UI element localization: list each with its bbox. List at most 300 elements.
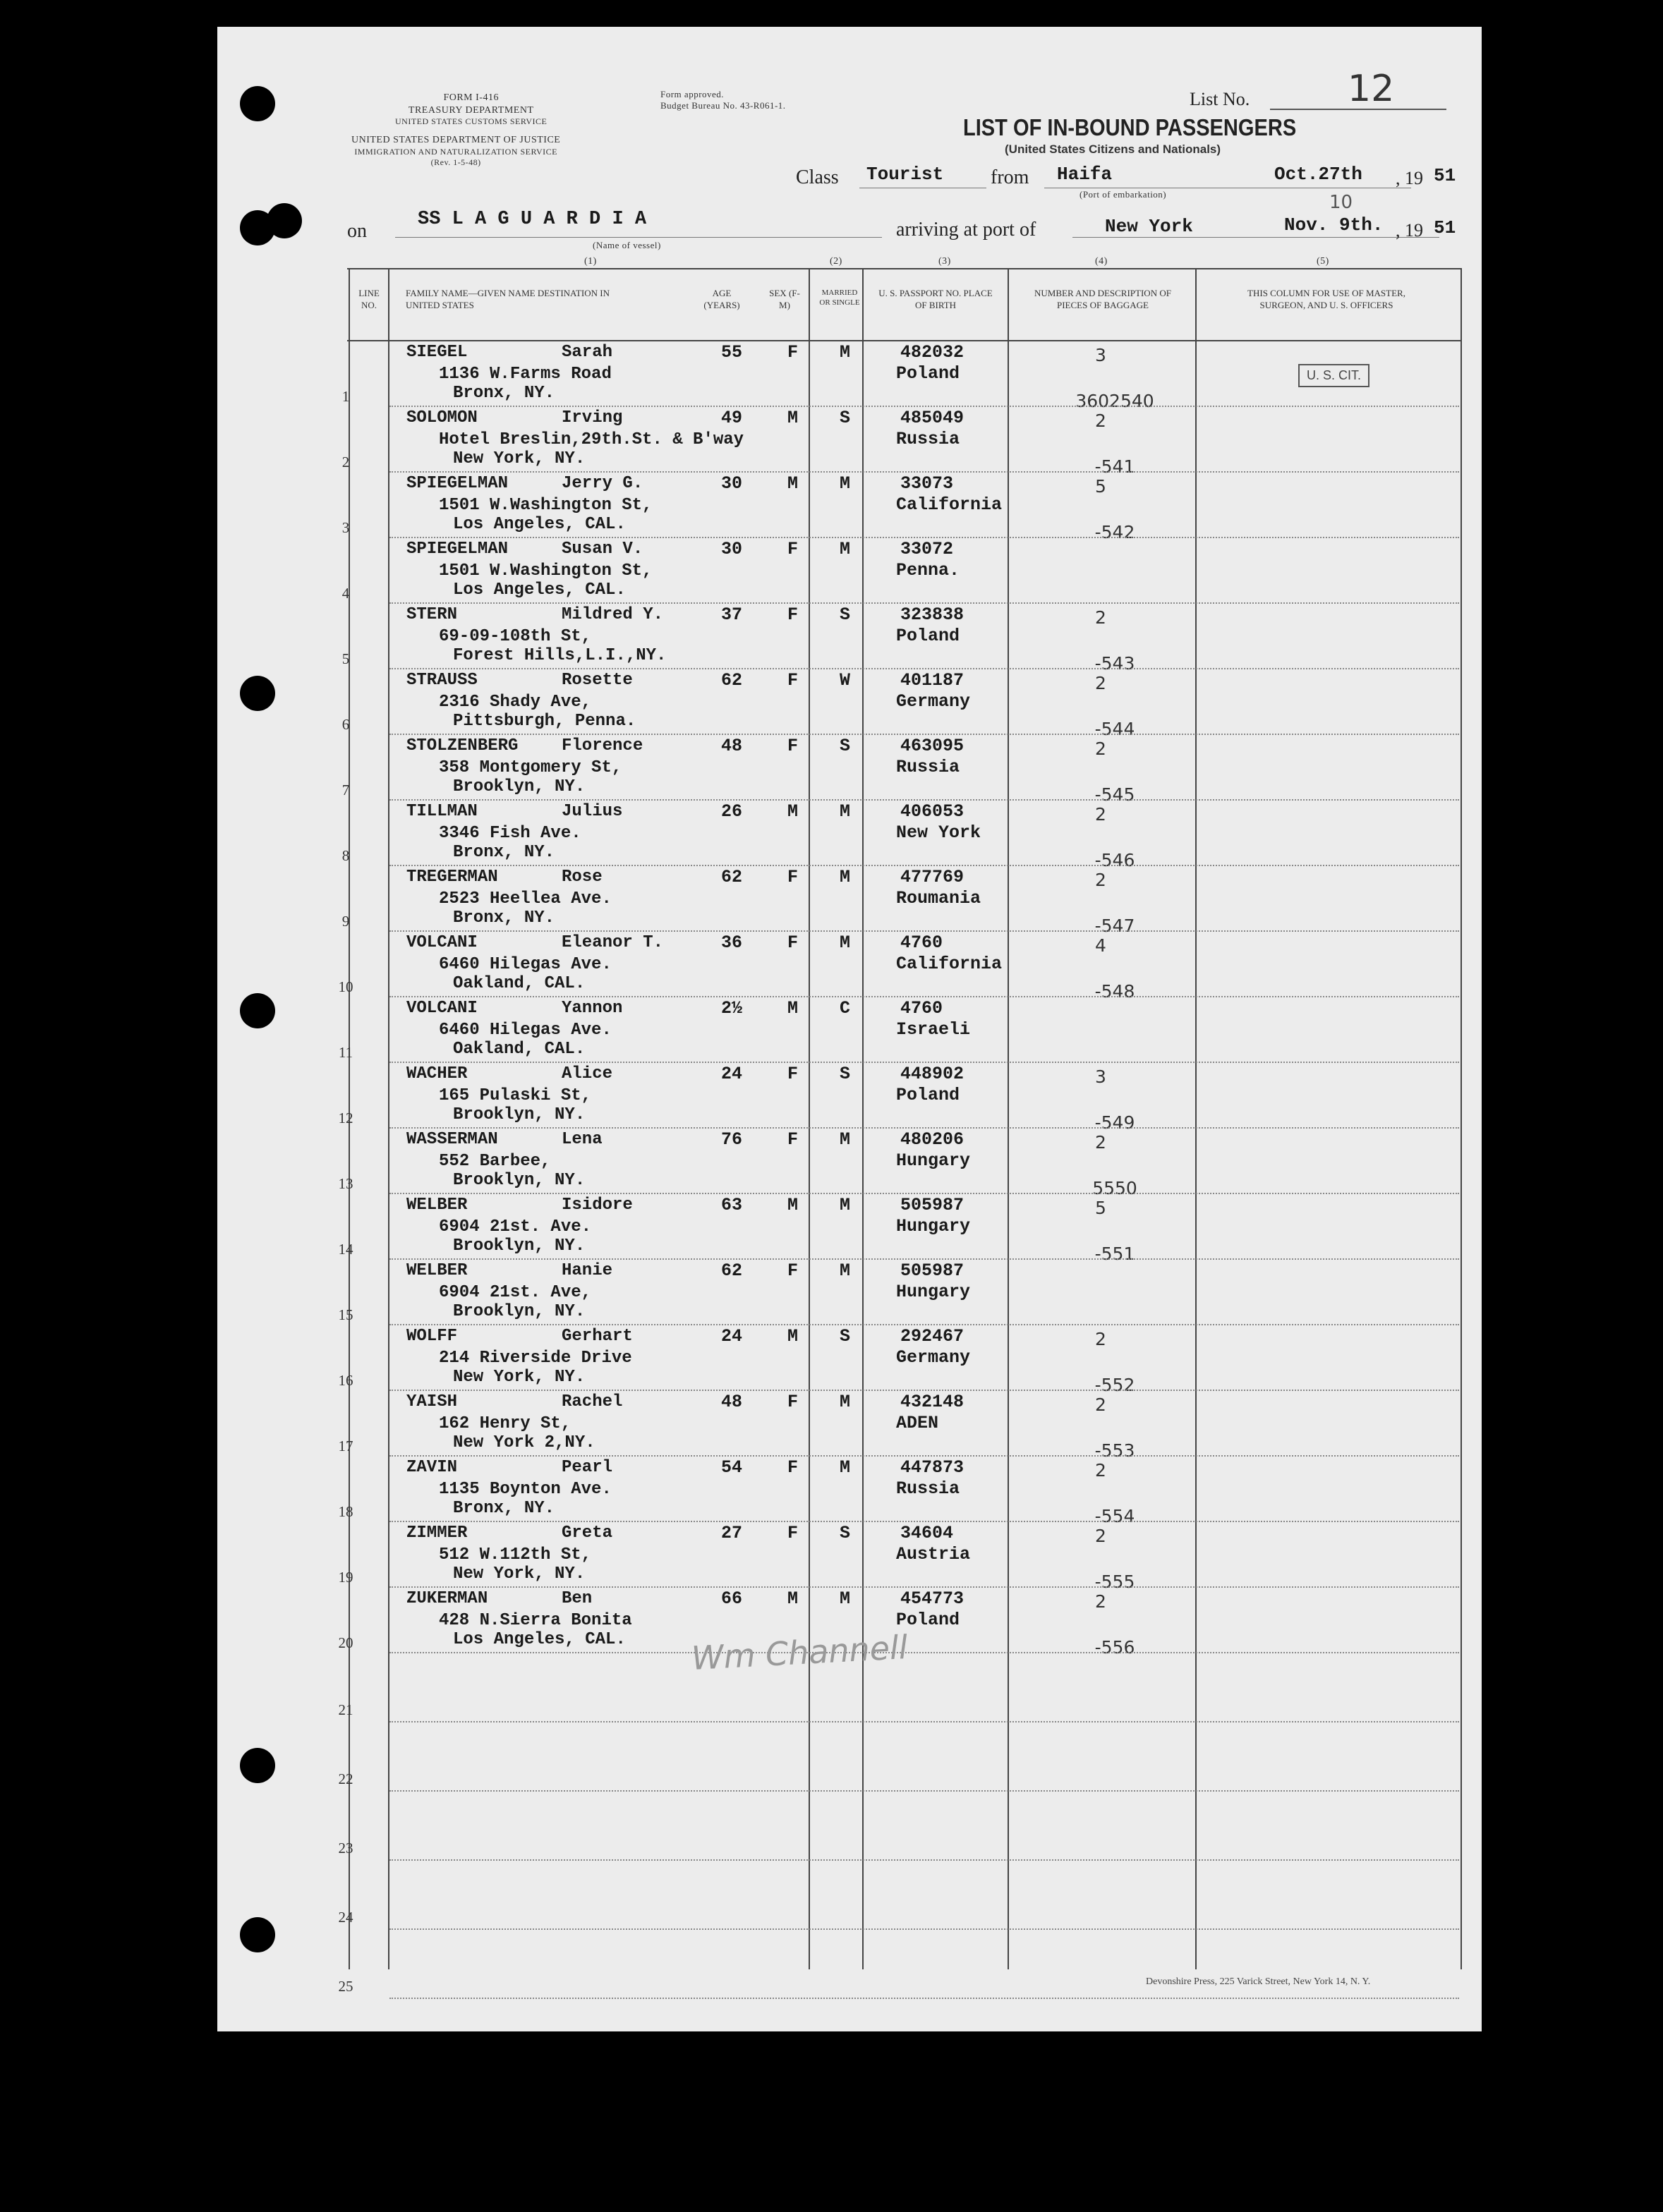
place-of-birth: ADEN (896, 1413, 939, 1433)
list-no-label: List No. (1190, 89, 1250, 109)
baggage-count: 2 (1095, 870, 1106, 890)
address-line-2: Bronx, NY. (453, 909, 555, 928)
signature: Wm Channell (690, 1628, 909, 1677)
col-header-passport: U. S. PASSPORT NO. PLACE OF BIRTH (878, 288, 993, 310)
line-number: 24 (338, 1909, 353, 1926)
line-number: 14 (338, 1241, 353, 1258)
arrival-underline (1072, 237, 1439, 238)
line-number: 9 (341, 913, 350, 930)
line-number: 15 (338, 1306, 353, 1323)
justice-block (351, 134, 560, 168)
sex: F (787, 670, 799, 691)
depart-date: Oct.27th (1274, 164, 1362, 185)
address-line-2: New York, NY. (453, 1368, 586, 1387)
marital-status: M (840, 473, 851, 494)
age: 63 (721, 1195, 743, 1215)
arrival-year-prefix: , 19 (1396, 220, 1423, 241)
age: 54 (721, 1457, 743, 1478)
baggage-count: 3 (1095, 345, 1106, 365)
marital-status: S (840, 1064, 851, 1084)
address-line-2: Bronx, NY. (453, 384, 555, 403)
baggage-count: 2 (1095, 1132, 1106, 1153)
surname: STERN (406, 605, 458, 624)
baggage-count: 2 (1095, 673, 1106, 693)
passport-number: 482032 (900, 342, 964, 363)
surname: WASSERMAN (406, 1130, 498, 1149)
surname: VOLCANI (406, 933, 478, 952)
baggage-count: 3 (1095, 1066, 1106, 1087)
line-number: 22 (338, 1770, 353, 1787)
age: 76 (721, 1129, 743, 1150)
address-line-2: New York 2,NY. (453, 1433, 595, 1452)
sex: F (787, 932, 799, 953)
address-line-1: Hotel Breslin,29th.St. & B'way (439, 430, 744, 449)
line-number: 18 (338, 1503, 353, 1520)
passport-number: 447873 (900, 1457, 964, 1478)
address-line-2: Los Angeles, CAL. (453, 515, 626, 534)
passport-number: 477769 (900, 867, 964, 887)
baggage-count: 2 (1095, 607, 1106, 628)
passport-number: 480206 (900, 1129, 964, 1150)
given-name: Hanie (562, 1261, 613, 1280)
sex: M (787, 1588, 799, 1609)
line-number: 7 (341, 782, 350, 798)
baggage-count: 2 (1095, 1460, 1106, 1481)
binder-hole (267, 203, 302, 238)
baggage-count: 2 (1095, 739, 1106, 759)
arrival-port: New York (1105, 216, 1193, 237)
address-line-2: Brooklyn, NY. (453, 1302, 586, 1321)
col-header-line: LINE NO. (358, 288, 380, 310)
marital-status: C (840, 998, 851, 1019)
baggage-number: -551 (1094, 1244, 1135, 1264)
from-label: from (991, 166, 1029, 188)
age: 24 (721, 1064, 743, 1084)
place-of-birth: Poland (896, 626, 960, 646)
line-number: 21 (338, 1701, 353, 1718)
marital-status: M (840, 867, 851, 887)
age: 24 (721, 1326, 743, 1347)
from-value: Haifa (1057, 164, 1113, 185)
age: 30 (721, 473, 743, 494)
place-of-birth: Germany (896, 1347, 971, 1368)
given-name: Ben (562, 1589, 593, 1608)
baggage-number: -549 (1094, 1112, 1135, 1133)
row-divider (389, 1998, 1459, 1999)
marital-status: M (840, 1392, 851, 1412)
address-line-1: 552 Barbee, (439, 1152, 551, 1171)
col-divider (1008, 269, 1009, 1969)
class-label: Class (796, 166, 839, 188)
age: 27 (721, 1523, 743, 1543)
given-name: Yannon (562, 999, 623, 1018)
row-divider (389, 1790, 1459, 1792)
binder-hole (240, 1917, 275, 1952)
marital-status: M (840, 1129, 851, 1150)
line-number: 13 (338, 1175, 353, 1192)
passport-number: 448902 (900, 1064, 964, 1084)
col-header-married: MARRIED OR SINGLE (819, 288, 860, 308)
address-line-1: 6904 21st. Ave. (439, 1217, 592, 1236)
address-line-1: 2523 Heellea Ave. (439, 889, 612, 909)
baggage-number: 3602540 (1075, 391, 1154, 411)
binder-hole (240, 1748, 275, 1783)
given-name: Isidore (562, 1196, 633, 1215)
list-no-value: 12 (1348, 68, 1395, 110)
baggage-number: -554 (1094, 1506, 1135, 1526)
address-line-2: Forest Hills,L.I.,NY. (453, 646, 667, 665)
given-name: Mildred Y. (562, 605, 664, 624)
marital-status: M (840, 1588, 851, 1609)
passport-number: 4760 (900, 932, 943, 953)
line-number: 3 (341, 519, 350, 536)
age: 62 (721, 867, 743, 887)
given-name: Greta (562, 1524, 613, 1543)
arrival-date: Nov. 9th. (1284, 214, 1384, 236)
address-line-1: 1501 W.Washington St, (439, 561, 653, 581)
surname: SOLOMON (406, 408, 478, 427)
class-value: Tourist (866, 164, 944, 185)
address-line-2: Brooklyn, NY. (453, 1236, 586, 1256)
passport-number: 485049 (900, 408, 964, 428)
sex: M (787, 998, 799, 1019)
sex: F (787, 1392, 799, 1412)
baggage-number: -552 (1094, 1375, 1135, 1395)
baggage-count: 2 (1095, 1394, 1106, 1415)
approval-block (660, 89, 786, 112)
place-of-birth: Poland (896, 363, 960, 384)
address-line-2: Oakland, CAL. (453, 1040, 586, 1059)
address-line-1: 358 Montgomery St, (439, 758, 622, 777)
row-divider (389, 1928, 1459, 1930)
address-line-1: 512 W.112th St, (439, 1545, 592, 1564)
col-header-name: FAMILY NAME—GIVEN NAME DESTINATION IN UNITED STATES (406, 288, 610, 310)
marital-status: M (840, 932, 851, 953)
given-name: Rosette (562, 671, 633, 690)
given-name: Rachel (562, 1392, 623, 1411)
baggage-number: -544 (1094, 719, 1135, 739)
col-header-officers: THIS COLUMN FOR USE OF MASTER, SURGEON, AND U. S. OFFICERS (1247, 288, 1405, 310)
given-name: Sarah (562, 343, 613, 362)
address-line-1: 2316 Shady Ave, (439, 693, 592, 712)
sex: F (787, 1260, 799, 1281)
col-number-4: (4) (1095, 256, 1108, 267)
place-of-birth: Poland (896, 1085, 960, 1105)
marital-status: M (840, 1195, 851, 1215)
row-divider (389, 1859, 1459, 1861)
line-number: 8 (341, 847, 350, 864)
given-name: Susan V. (562, 540, 643, 559)
col-number-5: (5) (1317, 256, 1329, 267)
sex: M (787, 1195, 799, 1215)
line-number: 17 (338, 1438, 353, 1454)
place-of-birth: California (896, 954, 1003, 974)
baggage-count: 2 (1095, 411, 1106, 431)
address-line-1: 1136 W.Farms Road (439, 365, 612, 384)
baggage-count: 5 (1095, 476, 1106, 497)
depart-year-prefix: , 19 (1396, 168, 1423, 188)
marital-status: S (840, 1523, 851, 1543)
us-citizen-stamp: U. S. CIT. (1298, 364, 1369, 387)
age: 48 (721, 1392, 743, 1412)
sex: M (787, 1326, 799, 1347)
surname: SPIEGELMAN (406, 474, 509, 493)
baggage-number: -543 (1094, 653, 1135, 674)
baggage-count: 2 (1095, 1526, 1106, 1546)
given-name: Lena (562, 1130, 603, 1149)
age: 62 (721, 670, 743, 691)
treasury-line: TREASURY DEPARTMENT (408, 104, 534, 116)
address-line-1: 6460 Hilegas Ave. (439, 955, 612, 974)
line-number: 5 (341, 650, 350, 667)
approval-line: Form approved. (660, 89, 725, 99)
address-line-2: Brooklyn, NY. (453, 777, 586, 796)
revision-line: (Rev. 1-5-48) (430, 157, 481, 167)
address-line-1: 214 Riverside Drive (439, 1349, 632, 1368)
baggage-number: -545 (1094, 784, 1135, 805)
address-line-2: Los Angeles, CAL. (453, 1630, 626, 1649)
address-line-1: 162 Henry St, (439, 1414, 572, 1433)
address-line-2: New York, NY. (453, 449, 586, 468)
passport-number: 505987 (900, 1260, 964, 1281)
place-of-birth: Penna. (896, 560, 960, 581)
age: 48 (721, 736, 743, 756)
baggage-count: 5 (1095, 1198, 1106, 1218)
line-number: 20 (338, 1634, 353, 1651)
line-number: 6 (341, 716, 350, 733)
surname: ZUKERMAN (406, 1589, 488, 1608)
baggage-number: -553 (1094, 1440, 1135, 1461)
age: 49 (721, 408, 743, 428)
form-number: FORM I-416 (443, 92, 499, 103)
address-line-1: 6460 Hilegas Ave. (439, 1021, 612, 1040)
place-of-birth: Germany (896, 691, 971, 712)
marital-status: S (840, 1326, 851, 1347)
address-line-1: 69-09-108th St, (439, 627, 592, 646)
given-name: Jerry G. (562, 474, 643, 493)
surname: WACHER (406, 1064, 468, 1083)
surname: WELBER (406, 1196, 468, 1215)
surname: ZIMMER (406, 1524, 468, 1543)
surname: WOLFF (406, 1327, 458, 1346)
surname: TILLMAN (406, 802, 478, 821)
arrival-date-note: 10 (1329, 192, 1353, 213)
line-number: 19 (338, 1569, 353, 1586)
col-divider (388, 269, 389, 1969)
place-of-birth: California (896, 494, 1003, 515)
passport-number: 33072 (900, 539, 954, 559)
age: 26 (721, 801, 743, 822)
baggage-number: -555 (1094, 1572, 1135, 1592)
printer-footer: Devonshire Press, 225 Varick Street, New York 14, N. Y. (1146, 1976, 1371, 1987)
marital-status: W (840, 670, 851, 691)
passport-number: 463095 (900, 736, 964, 756)
baggage-number: -541 (1094, 456, 1135, 477)
line-number: 16 (338, 1372, 353, 1389)
surname: ZAVIN (406, 1458, 458, 1477)
surname: SIEGEL (406, 343, 468, 362)
col-divider (1461, 269, 1462, 1969)
address-line-2: Bronx, NY. (453, 843, 555, 862)
baggage-number: -542 (1094, 522, 1135, 542)
baggage-count: 2 (1095, 1329, 1106, 1349)
col-number-3: (3) (938, 256, 951, 267)
address-line-2: Bronx, NY. (453, 1499, 555, 1518)
line-number: 25 (338, 1978, 353, 1995)
passport-number: 4760 (900, 998, 943, 1019)
sex: F (787, 736, 799, 756)
place-of-birth: Hungary (896, 1150, 971, 1171)
passport-number: 454773 (900, 1588, 964, 1609)
line-number: 11 (338, 1044, 353, 1061)
address-line-2: Brooklyn, NY. (453, 1171, 586, 1190)
manifest-page (217, 27, 1482, 2031)
baggage-number: -547 (1094, 916, 1135, 936)
address-line-1: 1501 W.Washington St, (439, 496, 653, 515)
col-number-1: (1) (584, 256, 597, 267)
col-divider (1195, 269, 1197, 1969)
given-name: Julius (562, 802, 623, 821)
passport-number: 33073 (900, 473, 954, 494)
passport-number: 432148 (900, 1392, 964, 1412)
address-line-1: 1135 Boynton Ave. (439, 1480, 612, 1499)
vessel-name: SS L A G U A R D I A (418, 209, 647, 230)
marital-status: M (840, 1260, 851, 1281)
sex: F (787, 1523, 799, 1543)
baggage-count: 4 (1095, 935, 1106, 956)
sex: F (787, 867, 799, 887)
age: 62 (721, 1260, 743, 1281)
surname: WELBER (406, 1261, 468, 1280)
address-line-1: 165 Pulaski St, (439, 1086, 592, 1105)
address-line-1: 3346 Fish Ave. (439, 824, 581, 843)
col-header-age: AGE (YEARS) (703, 288, 740, 310)
address-line-1: 428 N.Sierra Bonita (439, 1611, 632, 1630)
passport-number: 406053 (900, 801, 964, 822)
age: 36 (721, 932, 743, 953)
sex: F (787, 342, 799, 363)
line-number: 4 (341, 585, 350, 602)
surname: TREGERMAN (406, 868, 498, 887)
sex: M (787, 408, 799, 428)
baggage-count: 2 (1095, 804, 1106, 825)
baggage-number: -546 (1094, 850, 1135, 870)
passport-number: 323838 (900, 604, 964, 625)
place-of-birth: Poland (896, 1610, 960, 1630)
marital-status: M (840, 801, 851, 822)
surname: STRAUSS (406, 671, 478, 690)
age: 2½ (721, 998, 743, 1019)
place-of-birth: New York (896, 822, 981, 843)
col-divider (862, 269, 864, 1969)
binder-hole (240, 676, 275, 711)
line-number: 10 (338, 978, 353, 995)
page-subtitle: (United States Citizens and Nationals) (1005, 142, 1221, 156)
line-number: 12 (338, 1110, 353, 1126)
arrival-year: 51 (1434, 217, 1456, 238)
page-title: LIST OF IN-BOUND PASSENGERS (963, 114, 1297, 140)
vessel-caption: (Name of vessel) (593, 240, 661, 250)
passport-number: 292467 (900, 1326, 964, 1347)
marital-status: S (840, 604, 851, 625)
col-number-2: (2) (830, 256, 842, 267)
place-of-birth: Hungary (896, 1216, 971, 1236)
surname: STOLZENBERG (406, 736, 519, 755)
passport-number: 505987 (900, 1195, 964, 1215)
surname: YAISH (406, 1392, 458, 1411)
age: 55 (721, 342, 743, 363)
address-line-1: 6904 21st. Ave, (439, 1283, 592, 1302)
age: 66 (721, 1588, 743, 1609)
col-header-sex: SEX (F-M) (769, 288, 800, 310)
place-of-birth: Israeli (896, 1019, 971, 1040)
age: 37 (721, 604, 743, 625)
baggage-number: 5550 (1092, 1178, 1137, 1198)
sex: F (787, 1457, 799, 1478)
age: 30 (721, 539, 743, 559)
given-name: Rose (562, 868, 603, 887)
binder-hole (240, 993, 275, 1028)
given-name: Alice (562, 1064, 613, 1083)
ins-line: IMMIGRATION AND NATURALIZATION SERVICE (354, 146, 558, 157)
place-of-birth: Roumania (896, 888, 981, 909)
marital-status: M (840, 539, 851, 559)
depart-year: 51 (1434, 165, 1456, 186)
place-of-birth: Russia (896, 429, 960, 449)
sex: M (787, 473, 799, 494)
address-line-2: Pittsburgh, Penna. (453, 712, 636, 731)
line-number: 2 (341, 454, 350, 470)
given-name: Gerhart (562, 1327, 633, 1346)
place-of-birth: Austria (896, 1544, 971, 1564)
arriving-label: arriving at port of (896, 219, 1036, 241)
given-name: Pearl (562, 1458, 613, 1477)
marital-status: S (840, 408, 851, 428)
customs-line: UNITED STATES CUSTOMS SERVICE (395, 116, 548, 126)
given-name: Florence (562, 736, 643, 755)
form-id-block (395, 92, 547, 127)
given-name: Eleanor T. (562, 933, 664, 952)
address-line-2: Oakland, CAL. (453, 974, 586, 993)
on-label: on (347, 220, 367, 242)
table-top-border (347, 268, 1462, 269)
passport-number: 401187 (900, 670, 964, 691)
sex: F (787, 1064, 799, 1084)
vessel-underline (395, 237, 882, 238)
row-divider (389, 1652, 1459, 1653)
port-embark-caption: (Port of embarkation) (1080, 189, 1167, 200)
surname: SPIEGELMAN (406, 540, 509, 559)
baggage-number: -556 (1094, 1637, 1135, 1658)
binder-hole (240, 86, 275, 121)
surname: VOLCANI (406, 999, 478, 1018)
place-of-birth: Russia (896, 757, 960, 777)
address-line-2: Los Angeles, CAL. (453, 581, 626, 600)
marital-status: M (840, 342, 851, 363)
row-divider (389, 1721, 1459, 1722)
col-header-baggage: NUMBER AND DESCRIPTION OF PIECES OF BAGGAGE (1034, 288, 1171, 310)
passport-number: 34604 (900, 1523, 954, 1543)
address-line-2: New York, NY. (453, 1564, 586, 1584)
place-of-birth: Hungary (896, 1282, 971, 1302)
marital-status: M (840, 1457, 851, 1478)
budget-bureau-line: Budget Bureau No. 43-R061-1. (660, 100, 786, 111)
sex: F (787, 1129, 799, 1150)
marital-status: S (840, 736, 851, 756)
place-of-birth: Russia (896, 1478, 960, 1499)
address-line-2: Brooklyn, NY. (453, 1105, 586, 1124)
justice-line: UNITED STATES DEPARTMENT OF JUSTICE (351, 135, 561, 145)
